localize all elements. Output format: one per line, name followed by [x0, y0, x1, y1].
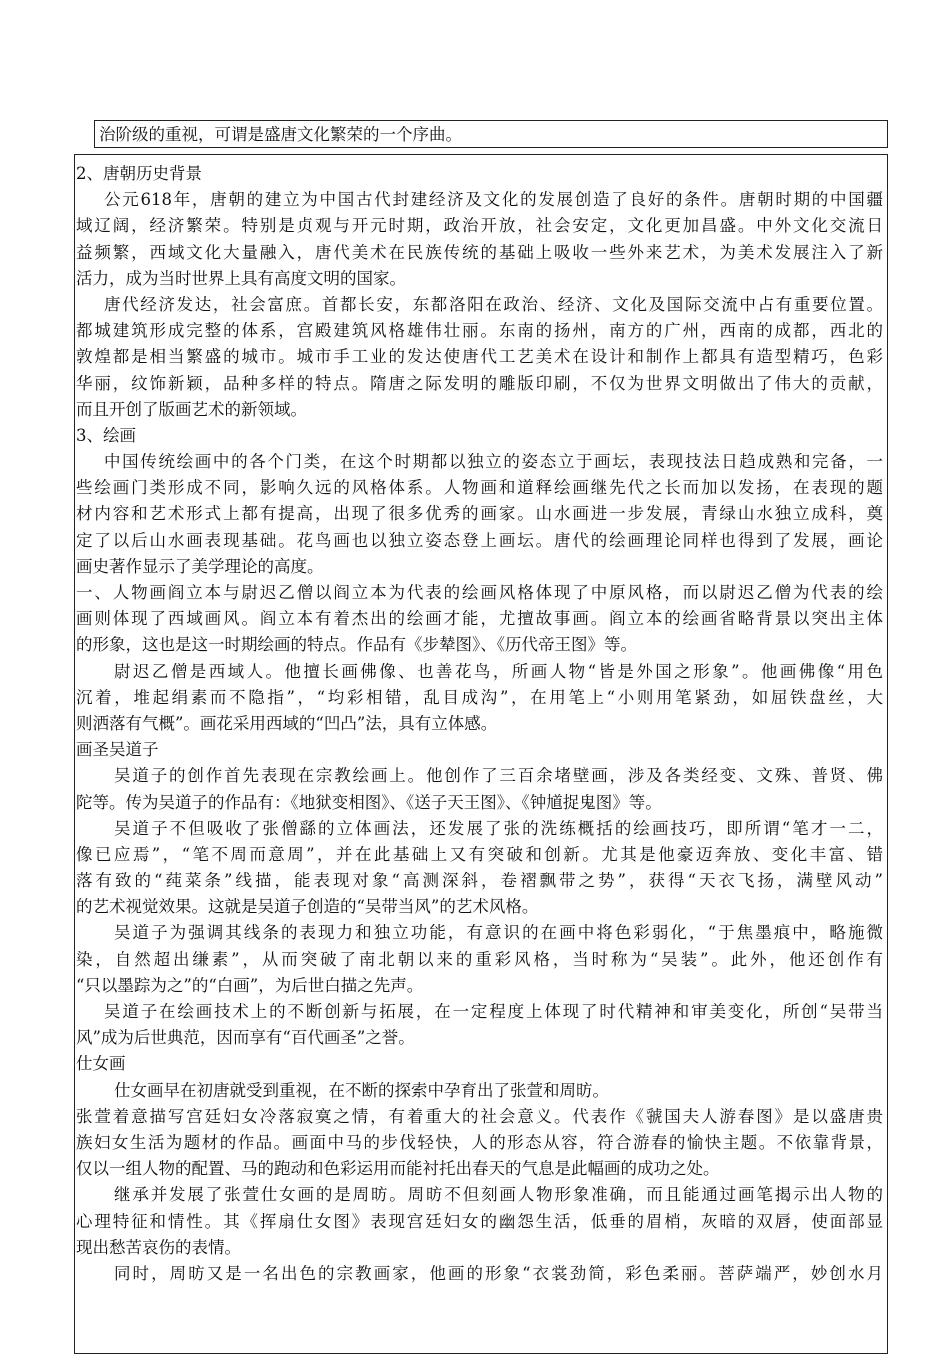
- text-line: 同时，周昉又是一名出色的宗教画家，他画的形象“衣裳劲简，彩色柔丽。菩萨端严，妙创水月: [114, 1263, 883, 1283]
- text-line: 些绘画门类形成不同，影响久远的风格体系。人物画和道释绘画继先代之长而加以发扬，在表现的题: [76, 478, 883, 498]
- text-line: 3、绘画: [76, 425, 136, 445]
- text-line: 一、人物画阎立本与尉迟乙僧以阎立本为代表的绘画风格体现了中原风格，而以尉迟乙僧为代表的绘: [76, 583, 883, 602]
- text-line: 像已应焉”，“笔不周而意周”，并在此基础上又有突破和创新。尤其是他豪迈奔放、变化丰富、错: [76, 844, 883, 864]
- text-line: 吴道子不但吸收了张僧繇的立体画法，还发展了张的洗练概括的绘画技巧，即所谓“笔才一二，: [114, 818, 883, 838]
- text-line: 画史著作显示了美学理论的高度。: [76, 556, 324, 576]
- text-line: 画则体现了西域画风。阎立本有着杰出的绘画才能，尤擅故事画。阎立本的绘画省略背景以突出主体: [76, 609, 883, 629]
- text-line: 仅以一组人物的配置、马的跑动和色彩运用而能衬托出春天的气息是此幅画的成功之处。: [76, 1159, 720, 1179]
- text-line: 张萱着意描写宫廷妇女冷落寂寞之情，有着重大的社会意义。代表作《虢国夫人游春图》是以盛唐贵: [76, 1106, 883, 1126]
- body-text: [76, 161, 883, 1287]
- text-line: 则洒落有气概”。画花采用西域的“凹凸”法，具有立体感。: [76, 713, 498, 733]
- top-text-box: [94, 120, 888, 148]
- text-line: 风”成为后世典范，因而享有“百代画圣”之誉。: [76, 1028, 415, 1048]
- text-line: 敦煌都是相当繁盛的城市。城市手工业的发达使唐代工艺美术在设计和制作上都具有造型精巧，色彩: [76, 347, 883, 367]
- text-line: 唐代经济发达，社会富庶。首都长安，东都洛阳在政治、经济、文化及国际交流中占有重要位置。: [104, 294, 883, 314]
- text-line: 仕女画: [76, 1054, 126, 1074]
- text-line: 定了以后山水画表现基础。花鸟画也以独立姿态登上画坛。唐代的绘画理论同样也得到了发展，画论: [76, 530, 883, 550]
- text-line: 域辽阔，经济繁荣。特别是贞观与开元时期，政治开放，社会安定，文化更加昌盛。中外文化交流日: [76, 216, 883, 236]
- text-line: 而且开创了版画艺术的新领域。: [76, 399, 307, 419]
- top-paragraph: 治阶级的重视，可谓是盛唐文化繁荣的一个序曲。: [99, 125, 462, 144]
- text-line: 吴道子在绘画技术上的不断创新与拓展，在一定程度上体现了时代精神和审美变化，所创“吴带当: [104, 1002, 883, 1021]
- text-line: 吴道子为强调其线条的表现力和独立功能，有意识的在画中将色彩弱化，“于焦墨痕中，略施微: [114, 923, 883, 943]
- text-line: 画圣吴道子: [76, 740, 159, 760]
- text-line: 的形象，这也是这一时期绘画的特点。作品有《步辇图》、《历代帝王图》等。: [76, 635, 637, 655]
- text-line: 公元618年，唐朝的建立为中国古代封建经济及文化的发展创造了良好的条件。唐朝时期的中国疆: [104, 190, 883, 210]
- text-line: 陀等。传为吴道子的作品有：《地狱变相图》、《送子天王图》、《钟馗捉鬼图》等。: [76, 792, 662, 812]
- text-line: 材内容和艺术形式上都有提高，出现了很多优秀的画家。山水画进一步发展，青绿山水独立成科，奠: [76, 504, 883, 524]
- text-line: 2、唐朝历史背景: [76, 164, 202, 183]
- text-line: 现出愁苦哀伤的表情。: [76, 1237, 241, 1257]
- text-line: 心理特征和情性。其《挥扇仕女图》表现宫廷妇女的幽怨生活，低垂的眉梢，灰暗的双唇，使面部显: [76, 1211, 883, 1231]
- text-line: 染，自然超出缣素”，从而突破了南北朝以来的重彩风格，当时称为“吴装”。此外，他还创作有: [76, 949, 883, 969]
- text-line: 继承并发展了张萱仕女画的是周昉。周昉不但刻画人物形象准确，而且能通过画笔揭示出人物的: [114, 1185, 883, 1205]
- text-line: 尉迟乙僧是西域人。他擅长画佛像、也善花鸟，所画人物“皆是外国之形象”。他画佛像“用色: [114, 661, 883, 681]
- text-line: 仕女画早在初唐就受到重视，在不断的探索中孕育出了张萱和周昉。: [114, 1080, 609, 1100]
- text-line: 的艺术视觉效果。这就是吴道子创造的“吴带当风”的艺术风格。: [76, 897, 539, 917]
- text-line: 中国传统绘画中的各个门类，在这个时期都以独立的姿态立于画坛，表现技法日趋成熟和完备，一: [104, 452, 883, 472]
- text-line: 活力，成为当时世界上具有高度文明的国家。: [76, 268, 406, 288]
- main-text-box: [74, 154, 888, 1354]
- text-line: “只以墨踪为之”的“白画”，为后世白描之先声。: [76, 975, 424, 995]
- text-line: 益频繁，西域文化大量融入，唐代美术在民族传统的基础上吸收一些外来艺术，为美术发展注入了新: [76, 242, 883, 262]
- text-line: 落有致的“莼菜条”线描，能表现对象“高测深斜，卷褶飘带之势”，获得“天衣飞扬，满壁风动”: [76, 871, 883, 891]
- text-line: 族妇女生活为题材的作品。画面中马的步伐轻快，人的形态从容，符合游春的愉快主题。不依靠背景，: [76, 1132, 883, 1152]
- text-line: 沉着，堆起绢素而不隐指”，“均彩相错，乱目成沟”，在用笔上“小则用笔紧劲，如屈铁盘丝，大: [76, 687, 883, 707]
- text-line: 都城建筑形成完整的体系，宫殿建筑风格雄伟壮丽。东南的扬州，南方的广州，西南的成都，西北的: [76, 321, 883, 341]
- text-line: 吴道子的创作首先表现在宗教绘画上。他创作了三百余堵壁画，涉及各类经变、文殊、普贤、佛: [114, 766, 883, 786]
- text-line: 华丽，纹饰新颖，品种多样的特点。隋唐之际发明的雕版印刷，不仅为世界文明做出了伟大的贡献，: [76, 373, 883, 393]
